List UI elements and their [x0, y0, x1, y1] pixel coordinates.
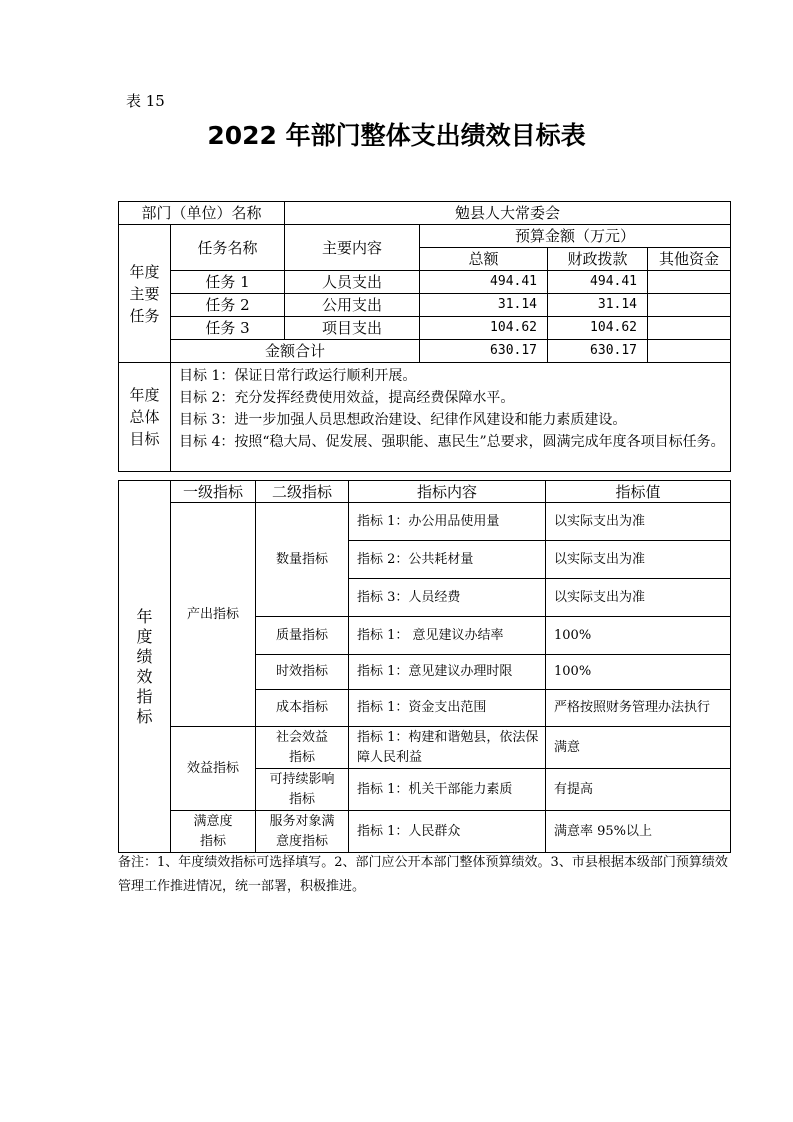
task-content-header: 主要内容	[285, 225, 420, 271]
indicator-table	[118, 480, 731, 853]
service-indicator-label: 服务对象满 意度指标	[256, 811, 349, 853]
task-content: 公用支出	[285, 294, 420, 317]
task-name: 任务 2	[171, 294, 285, 317]
task-name-header: 任务名称	[171, 225, 285, 271]
indicator-value: 100%	[546, 655, 731, 690]
annual-goals-label: 年度 总体 目标	[119, 363, 171, 472]
budget-header: 预算金额（万元）	[420, 225, 731, 248]
benefit-indicator-label: 效益指标	[171, 727, 256, 811]
task-other	[648, 317, 731, 340]
indicator-content: 指标 1：人民群众	[349, 811, 546, 853]
indicator-content: 指标 1：机关干部能力素质	[349, 769, 546, 811]
indicator-value: 满意率 95%以上	[546, 811, 731, 853]
indicator-content: 指标 1： 意见建议办结率	[349, 617, 546, 655]
indicator-value: 100%	[546, 617, 731, 655]
task-fiscal: 31.14	[548, 294, 648, 317]
annual-tasks-label: 年度 主要 任务	[119, 225, 171, 363]
table-row	[119, 811, 731, 853]
task-content: 项目支出	[285, 317, 420, 340]
sustain-indicator-label: 可持续影响 指标	[256, 769, 349, 811]
table-row	[119, 271, 731, 294]
table-row	[119, 294, 731, 317]
indicator-content: 指标 2：公共耗材量	[349, 541, 546, 579]
task-other	[648, 271, 731, 294]
task-fiscal: 104.62	[548, 317, 648, 340]
indicator-value: 以实际支出为准	[546, 579, 731, 617]
indicator-content: 指标 1：意见建议办理时限	[349, 655, 546, 690]
output-indicator-label: 产出指标	[171, 503, 256, 727]
quality-indicator-label: 质量指标	[256, 617, 349, 655]
sum-label: 金额合计	[171, 340, 420, 363]
indicator-value: 以实际支出为准	[546, 541, 731, 579]
sum-other	[648, 340, 731, 363]
quantity-indicator-label: 数量指标	[256, 503, 349, 617]
indicator-content: 指标 3：人员经费	[349, 579, 546, 617]
level2-header: 二级指标	[256, 481, 349, 503]
task-total: 104.62	[420, 317, 548, 340]
task-total: 31.14	[420, 294, 548, 317]
table-row	[119, 317, 731, 340]
sum-fiscal: 630.17	[548, 340, 648, 363]
fiscal-header: 财政拨款	[548, 248, 648, 271]
footnote: 备注：1、年度绩效指标可选择填写。2、部门应公开本部门整体预算绩效。3、市县根据本级部门预算绩效管理工作推进情况，统一部署，积极推进。	[118, 855, 728, 894]
goal-item: 目标 3：进一步加强人员思想政治建设、纪律作风建设和能力素质建设。	[179, 412, 627, 428]
dept-name-label: 部门（单位）名称	[119, 202, 285, 225]
budget-table	[118, 201, 731, 472]
task-name: 任务 1	[171, 271, 285, 294]
indicator-value: 以实际支出为准	[546, 503, 731, 541]
indicator-value: 有提高	[546, 769, 731, 811]
page-title: 2022 年部门整体支出绩效目标表	[207, 121, 586, 150]
satisfaction-indicator-label: 满意度 指标	[171, 811, 256, 853]
table-row	[119, 503, 731, 541]
indicator-content: 指标 1：资金支出范围	[349, 690, 546, 727]
indicator-value-header: 指标值	[546, 481, 731, 503]
indicator-value: 满意	[546, 727, 731, 769]
table-row	[119, 727, 731, 769]
goal-item: 目标 2：充分发挥经费使用效益，提高经费保障水平。	[179, 390, 515, 406]
cost-indicator-label: 成本指标	[256, 690, 349, 727]
annual-indicators-label: 年 度 绩 效 指 标	[119, 481, 171, 853]
total-header: 总额	[420, 248, 548, 271]
sum-total: 630.17	[420, 340, 548, 363]
indicator-content: 指标 1：构建和谐勉县，依法保障人民利益	[349, 727, 546, 769]
indicator-value: 严格按照财务管理办法执行	[546, 690, 731, 727]
task-content: 人员支出	[285, 271, 420, 294]
other-header: 其他资金	[648, 248, 731, 271]
indicator-content-header: 指标内容	[349, 481, 546, 503]
task-other	[648, 294, 731, 317]
annual-goals-list	[171, 363, 731, 472]
task-total: 494.41	[420, 271, 548, 294]
table-number: 表 15	[126, 92, 165, 110]
dept-name-value: 勉县人大常委会	[285, 202, 731, 225]
task-name: 任务 3	[171, 317, 285, 340]
goal-item: 目标 4：按照“稳大局、促发展、强职能、惠民生”总要求，圆满完成年度各项目标任务。	[179, 434, 725, 450]
level1-header: 一级指标	[171, 481, 256, 503]
social-indicator-label: 社会效益 指标	[256, 727, 349, 769]
goal-item: 目标 1：保证日常行政运行顺利开展。	[179, 368, 417, 384]
task-fiscal: 494.41	[548, 271, 648, 294]
indicator-content: 指标 1：办公用品使用量	[349, 503, 546, 541]
timeliness-indicator-label: 时效指标	[256, 655, 349, 690]
